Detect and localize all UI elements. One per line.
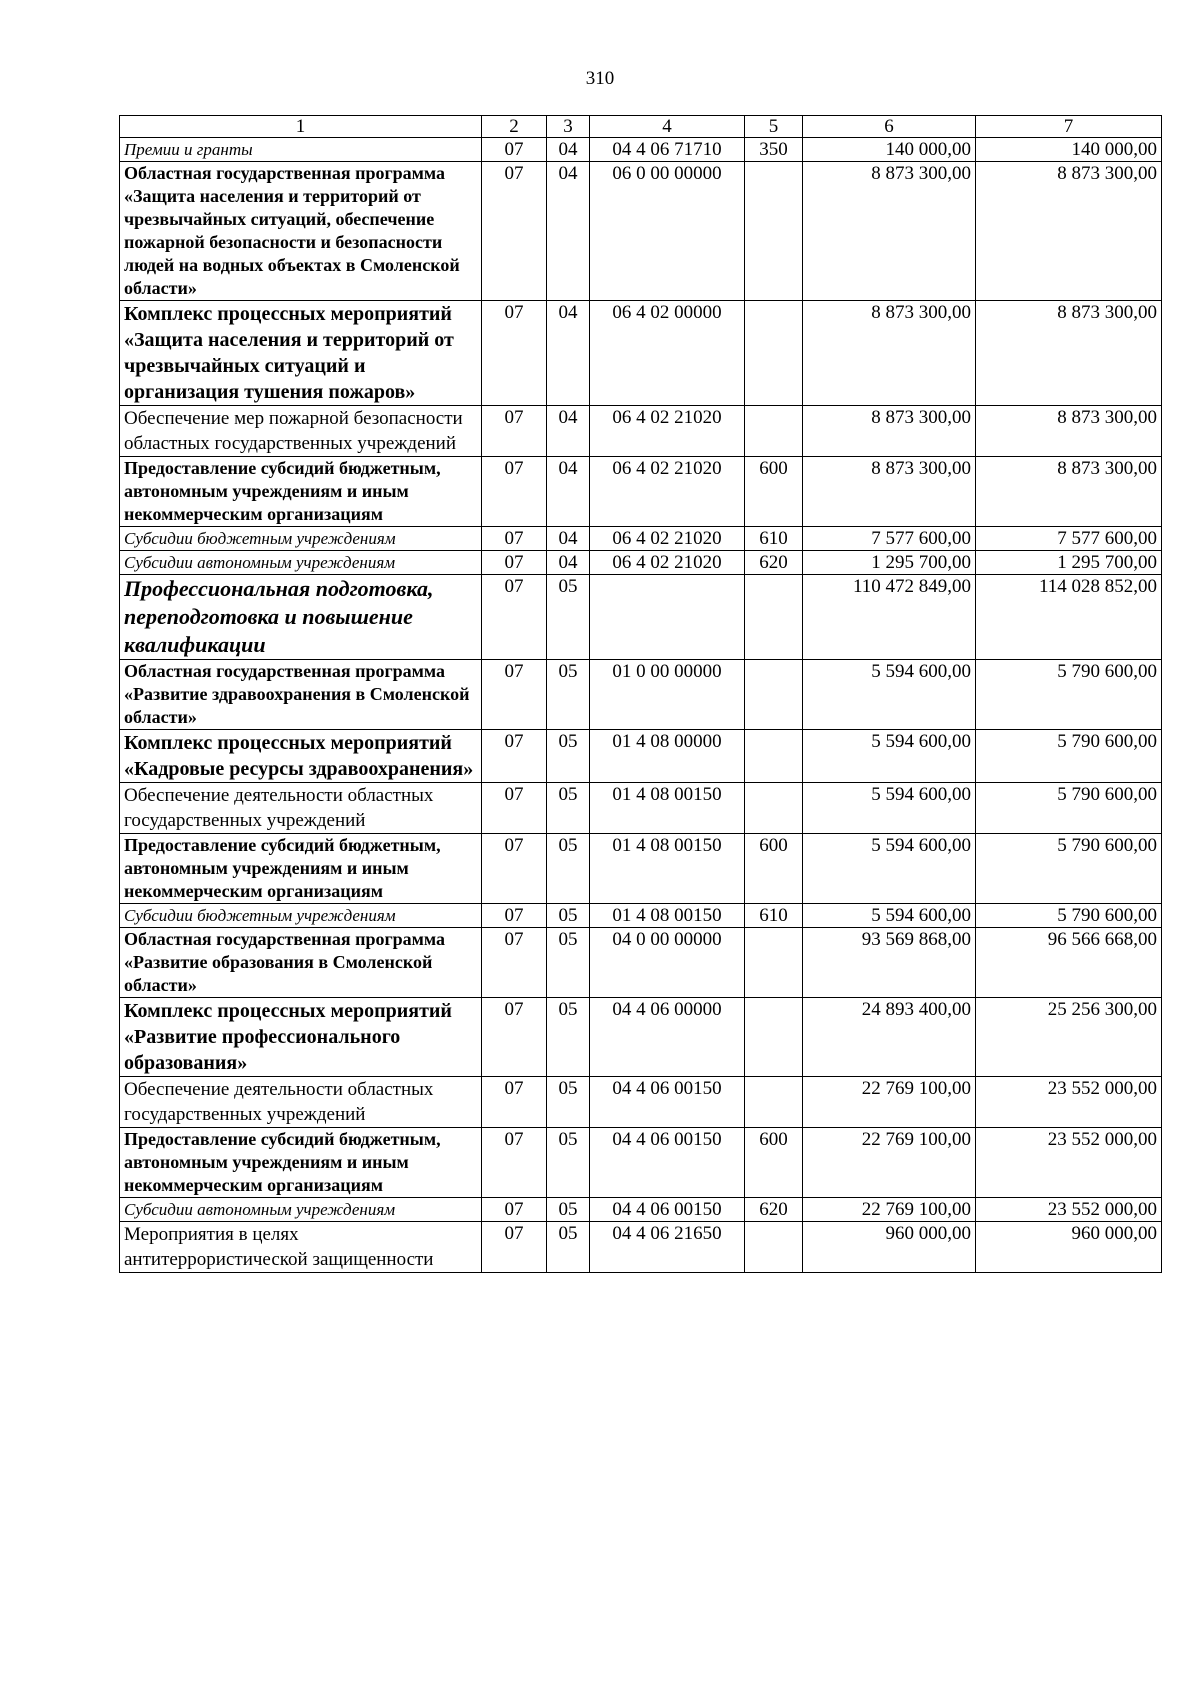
amount-year1-cell: 93 569 868,00	[803, 928, 976, 998]
column-header: 7	[976, 116, 1162, 138]
column-header: 5	[745, 116, 803, 138]
amount-year2-cell: 96 566 668,00	[976, 928, 1162, 998]
amount-year2-cell: 5 790 600,00	[976, 783, 1162, 834]
expense-type-cell	[745, 162, 803, 301]
row-name-cell: Областная государственная программа «Защита населения и территорий от чрезвычайных ситуаций, обеспечение пожарной безопасности и безопасности людей на водных объектах в Смоленской области»	[120, 162, 482, 301]
amount-year2-cell: 5 790 600,00	[976, 660, 1162, 730]
section-code-cell: 07	[482, 904, 547, 928]
column-header: 1	[120, 116, 482, 138]
table-row	[120, 834, 1162, 904]
amount-year1-cell: 22 769 100,00	[803, 1128, 976, 1198]
row-name-cell: Областная государственная программа «Развитие образования в Смоленской области»	[120, 928, 482, 998]
amount-year2-cell: 960 000,00	[976, 1222, 1162, 1273]
row-name-cell: Предоставление субсидий бюджетным, автономным учреждениям и иным некоммерческим организациям	[120, 457, 482, 527]
amount-year2-cell: 5 790 600,00	[976, 904, 1162, 928]
amount-year1-cell: 960 000,00	[803, 1222, 976, 1273]
amount-year1-cell: 7 577 600,00	[803, 527, 976, 551]
expense-type-cell	[745, 1222, 803, 1273]
table-row	[120, 406, 1162, 457]
section-code-cell: 07	[482, 406, 547, 457]
row-name-cell: Обеспечение мер пожарной безопасности областных государственных учреждений	[120, 406, 482, 457]
table-row	[120, 1077, 1162, 1128]
expense-type-cell: 600	[745, 1128, 803, 1198]
expense-type-cell: 350	[745, 138, 803, 162]
amount-year1-cell: 22 769 100,00	[803, 1198, 976, 1222]
amount-year1-cell: 8 873 300,00	[803, 162, 976, 301]
expense-type-cell: 620	[745, 551, 803, 575]
target-article-cell: 04 4 06 00000	[590, 998, 745, 1077]
amount-year1-cell: 8 873 300,00	[803, 457, 976, 527]
expense-type-cell: 610	[745, 527, 803, 551]
expense-type-cell	[745, 730, 803, 783]
expense-type-cell	[745, 301, 803, 406]
target-article-cell: 06 4 02 21020	[590, 406, 745, 457]
amount-year1-cell: 5 594 600,00	[803, 834, 976, 904]
section-code-cell: 07	[482, 1222, 547, 1273]
section-code-cell: 07	[482, 660, 547, 730]
table-body	[120, 138, 1162, 1273]
table-row	[120, 998, 1162, 1077]
row-name-cell: Субсидии бюджетным учреждениям	[120, 904, 482, 928]
row-name-cell: Обеспечение деятельности областных государственных учреждений	[120, 1077, 482, 1128]
expense-type-cell: 620	[745, 1198, 803, 1222]
section-code-cell: 07	[482, 998, 547, 1077]
subsection-code-cell: 05	[547, 1077, 590, 1128]
table-row	[120, 928, 1162, 998]
target-article-cell: 04 0 00 00000	[590, 928, 745, 998]
row-name-cell: Профессиональная подготовка, переподготовка и повышение квалификации	[120, 575, 482, 660]
section-code-cell: 07	[482, 527, 547, 551]
column-header: 3	[547, 116, 590, 138]
target-article-cell: 01 4 08 00150	[590, 783, 745, 834]
amount-year2-cell: 8 873 300,00	[976, 162, 1162, 301]
expense-type-cell	[745, 928, 803, 998]
section-code-cell: 07	[482, 834, 547, 904]
subsection-code-cell: 04	[547, 138, 590, 162]
row-name-cell: Областная государственная программа «Развитие здравоохранения в Смоленской области»	[120, 660, 482, 730]
amount-year1-cell: 22 769 100,00	[803, 1077, 976, 1128]
row-name-cell: Предоставление субсидий бюджетным, автономным учреждениям и иным некоммерческим организациям	[120, 834, 482, 904]
subsection-code-cell: 05	[547, 575, 590, 660]
subsection-code-cell: 05	[547, 998, 590, 1077]
target-article-cell: 01 4 08 00150	[590, 904, 745, 928]
amount-year2-cell: 8 873 300,00	[976, 457, 1162, 527]
section-code-cell: 07	[482, 575, 547, 660]
amount-year2-cell: 114 028 852,00	[976, 575, 1162, 660]
amount-year2-cell: 23 552 000,00	[976, 1198, 1162, 1222]
subsection-code-cell: 04	[547, 527, 590, 551]
table-row	[120, 1198, 1162, 1222]
amount-year2-cell: 7 577 600,00	[976, 527, 1162, 551]
table-row	[120, 527, 1162, 551]
section-code-cell: 07	[482, 1128, 547, 1198]
expense-type-cell	[745, 998, 803, 1077]
amount-year1-cell: 1 295 700,00	[803, 551, 976, 575]
expense-type-cell	[745, 660, 803, 730]
subsection-code-cell: 04	[547, 406, 590, 457]
expense-type-cell	[745, 575, 803, 660]
expense-type-cell: 600	[745, 834, 803, 904]
expense-type-cell	[745, 406, 803, 457]
table-row	[120, 551, 1162, 575]
subsection-code-cell: 05	[547, 834, 590, 904]
row-name-cell: Комплекс процессных мероприятий «Защита населения и территорий от чрезвычайных ситуаций и организация тушения пожаров»	[120, 301, 482, 406]
table-row	[120, 301, 1162, 406]
page-number: 310	[585, 68, 615, 89]
column-header: 4	[590, 116, 745, 138]
row-name-cell: Комплекс процессных мероприятий «Кадровые ресурсы здравоохранения»	[120, 730, 482, 783]
section-code-cell: 07	[482, 301, 547, 406]
amount-year1-cell: 8 873 300,00	[803, 406, 976, 457]
row-name-cell: Субсидии автономным учреждениям	[120, 551, 482, 575]
column-header: 2	[482, 116, 547, 138]
amount-year2-cell: 1 295 700,00	[976, 551, 1162, 575]
expense-type-cell	[745, 783, 803, 834]
target-article-cell: 04 4 06 00150	[590, 1198, 745, 1222]
section-code-cell: 07	[482, 1077, 547, 1128]
row-name-cell: Комплекс процессных мероприятий «Развитие профессионального образования»	[120, 998, 482, 1077]
row-name-cell: Обеспечение деятельности областных государственных учреждений	[120, 783, 482, 834]
section-code-cell: 07	[482, 457, 547, 527]
section-code-cell: 07	[482, 783, 547, 834]
table-header-row	[120, 116, 1162, 138]
amount-year1-cell: 110 472 849,00	[803, 575, 976, 660]
amount-year1-cell: 8 873 300,00	[803, 301, 976, 406]
subsection-code-cell: 05	[547, 1128, 590, 1198]
amount-year1-cell: 24 893 400,00	[803, 998, 976, 1077]
row-name-cell: Мероприятия в целях антитеррористической защищенности	[120, 1222, 482, 1273]
target-article-cell: 01 4 08 00150	[590, 834, 745, 904]
target-article-cell: 01 4 08 00000	[590, 730, 745, 783]
amount-year1-cell: 5 594 600,00	[803, 660, 976, 730]
row-name-cell: Премии и гранты	[120, 138, 482, 162]
amount-year2-cell: 5 790 600,00	[976, 730, 1162, 783]
amount-year1-cell: 140 000,00	[803, 138, 976, 162]
table-row	[120, 660, 1162, 730]
subsection-code-cell: 05	[547, 928, 590, 998]
target-article-cell: 04 4 06 00150	[590, 1128, 745, 1198]
expense-type-cell	[745, 1077, 803, 1128]
table-row	[120, 904, 1162, 928]
subsection-code-cell: 04	[547, 457, 590, 527]
amount-year2-cell: 8 873 300,00	[976, 301, 1162, 406]
amount-year1-cell: 5 594 600,00	[803, 904, 976, 928]
amount-year1-cell: 5 594 600,00	[803, 783, 976, 834]
subsection-code-cell: 04	[547, 551, 590, 575]
amount-year2-cell: 25 256 300,00	[976, 998, 1162, 1077]
amount-year2-cell: 8 873 300,00	[976, 406, 1162, 457]
section-code-cell: 07	[482, 1198, 547, 1222]
row-name-cell: Субсидии бюджетным учреждениям	[120, 527, 482, 551]
table-row	[120, 575, 1162, 660]
amount-year2-cell: 5 790 600,00	[976, 834, 1162, 904]
target-article-cell: 06 0 00 00000	[590, 162, 745, 301]
section-code-cell: 07	[482, 928, 547, 998]
subsection-code-cell: 05	[547, 1198, 590, 1222]
target-article-cell: 01 0 00 00000	[590, 660, 745, 730]
section-code-cell: 07	[482, 730, 547, 783]
table-row	[120, 1222, 1162, 1273]
expense-type-cell: 610	[745, 904, 803, 928]
subsection-code-cell: 05	[547, 730, 590, 783]
target-article-cell	[590, 575, 745, 660]
table-row	[120, 1128, 1162, 1198]
subsection-code-cell: 04	[547, 301, 590, 406]
subsection-code-cell: 05	[547, 904, 590, 928]
subsection-code-cell: 04	[547, 162, 590, 301]
table-row	[120, 457, 1162, 527]
target-article-cell: 06 4 02 21020	[590, 457, 745, 527]
amount-year2-cell: 23 552 000,00	[976, 1077, 1162, 1128]
target-article-cell: 06 4 02 00000	[590, 301, 745, 406]
amount-year1-cell: 5 594 600,00	[803, 730, 976, 783]
table-row	[120, 730, 1162, 783]
subsection-code-cell: 05	[547, 1222, 590, 1273]
expense-type-cell: 600	[745, 457, 803, 527]
column-header: 6	[803, 116, 976, 138]
table-row	[120, 138, 1162, 162]
amount-year2-cell: 23 552 000,00	[976, 1128, 1162, 1198]
table-row	[120, 162, 1162, 301]
target-article-cell: 04 4 06 21650	[590, 1222, 745, 1273]
budget-table	[119, 115, 1162, 1273]
table-row	[120, 783, 1162, 834]
target-article-cell: 06 4 02 21020	[590, 527, 745, 551]
section-code-cell: 07	[482, 162, 547, 301]
row-name-cell: Субсидии автономным учреждениям	[120, 1198, 482, 1222]
target-article-cell: 06 4 02 21020	[590, 551, 745, 575]
subsection-code-cell: 05	[547, 660, 590, 730]
row-name-cell: Предоставление субсидий бюджетным, автономным учреждениям и иным некоммерческим организациям	[120, 1128, 482, 1198]
target-article-cell: 04 4 06 71710	[590, 138, 745, 162]
subsection-code-cell: 05	[547, 783, 590, 834]
section-code-cell: 07	[482, 138, 547, 162]
section-code-cell: 07	[482, 551, 547, 575]
target-article-cell: 04 4 06 00150	[590, 1077, 745, 1128]
amount-year2-cell: 140 000,00	[976, 138, 1162, 162]
